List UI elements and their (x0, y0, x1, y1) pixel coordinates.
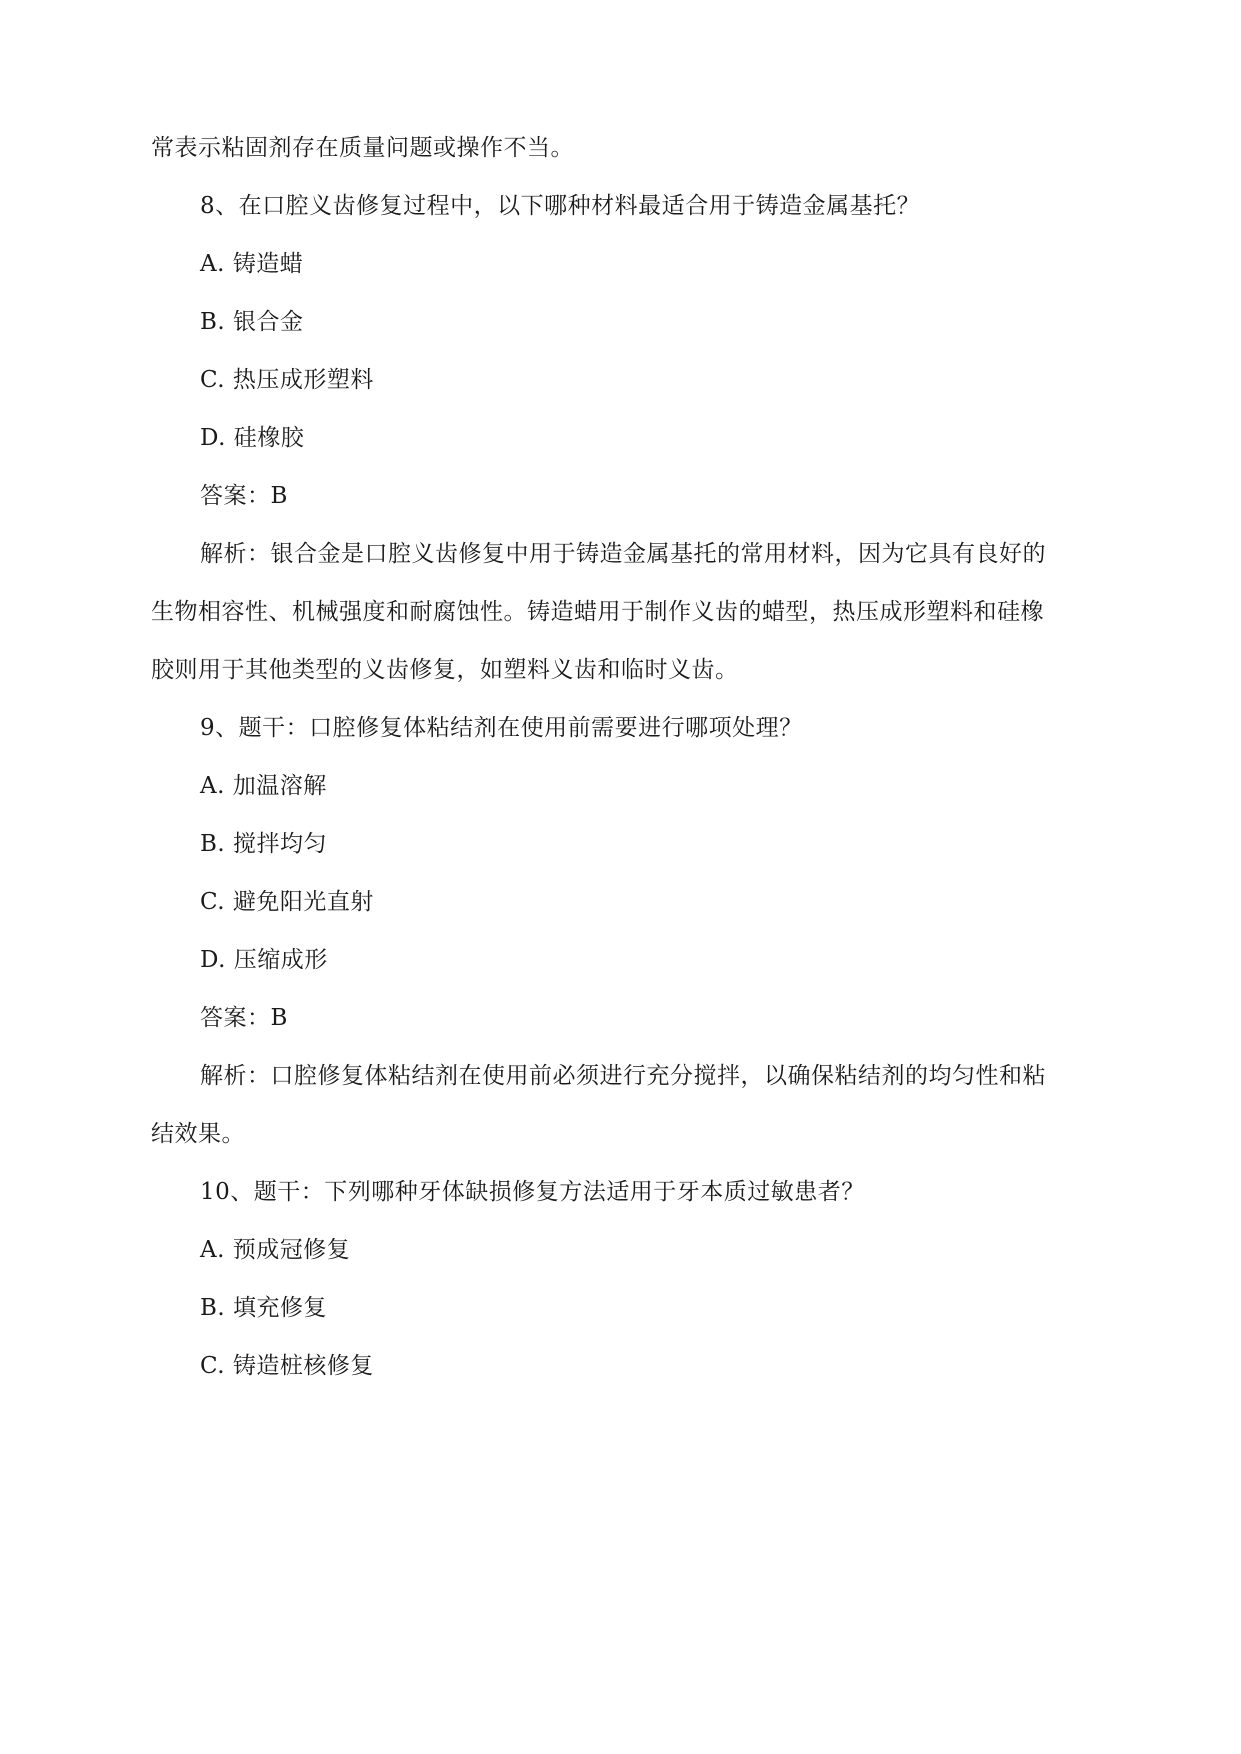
q9-option-c: C. 避免阳光直射 (200, 889, 374, 915)
q10-option-b: B. 填充修复 (200, 1295, 328, 1321)
q8-explanation-line-2: 生物相容性、机械强度和耐腐蚀性。铸造蜡用于制作义齿的蜡型，热压成形塑料和硅橡 (151, 599, 1044, 625)
q9-option-a: A. 加温溶解 (200, 773, 327, 799)
q10-option-a: A. 预成冠修复 (200, 1237, 351, 1263)
question-8: 8、在口腔义齿修复过程中，以下哪种材料最适合用于铸造金属基托？ (200, 193, 921, 219)
q9-option-d: D. 压缩成形 (200, 947, 328, 973)
paragraph-continuation: 常表示粘固剂存在质量问题或操作不当。 (151, 135, 574, 161)
q9-option-b: B. 搅拌均匀 (200, 831, 328, 857)
question-10: 10、题干：下列哪种牙体缺损修复方法适用于牙本质过敏患者？ (200, 1179, 865, 1205)
q8-explanation-line-3: 胶则用于其他类型的义齿修复，如塑料义齿和临时义齿。 (151, 657, 739, 683)
q8-option-d: D. 硅橡胶 (200, 425, 305, 451)
q8-option-c: C. 热压成形塑料 (200, 367, 374, 393)
question-9: 9、题干：口腔修复体粘结剂在使用前需要进行哪项处理？ (200, 715, 803, 741)
q8-option-a: A. 铸造蜡 (200, 251, 304, 277)
q8-answer: 答案：B (200, 483, 288, 509)
q10-option-c: C. 铸造桩核修复 (200, 1353, 374, 1379)
q8-explanation-line-1: 解析：银合金是口腔义齿修复中用于铸造金属基托的常用材料，因为它具有良好的 (200, 541, 1046, 567)
q9-answer: 答案：B (200, 1005, 288, 1031)
q9-explanation-line-2: 结效果。 (151, 1121, 245, 1147)
q8-option-b: B. 银合金 (200, 309, 304, 335)
q9-explanation-line-1: 解析：口腔修复体粘结剂在使用前必须进行充分搅拌，以确保粘结剂的均匀性和粘 (200, 1063, 1046, 1089)
